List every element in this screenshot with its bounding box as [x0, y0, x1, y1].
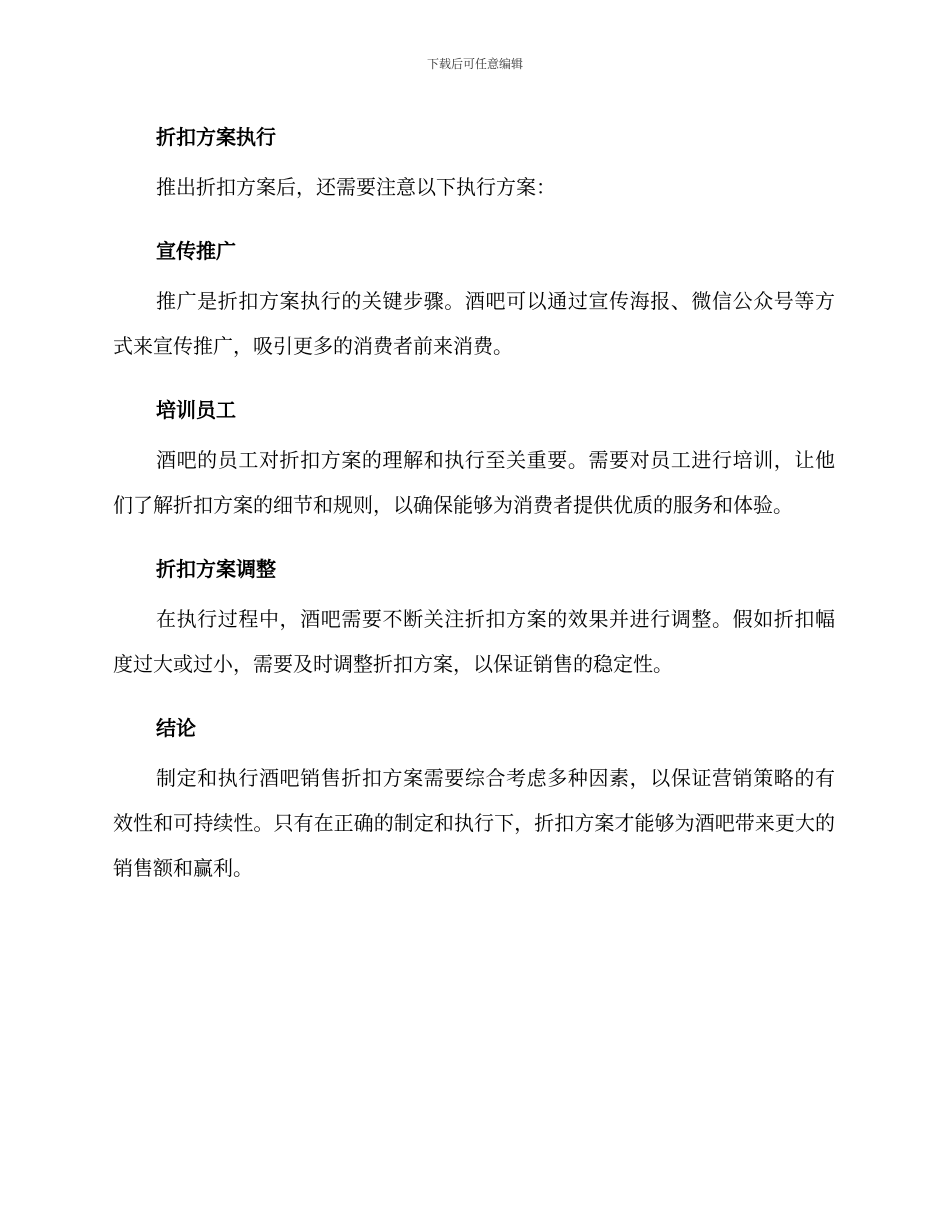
document-body	[113, 108, 835, 903]
section-promotion	[113, 222, 835, 381]
page-header: 下载后可任意编辑	[426, 57, 523, 71]
section-paragraph: 酒吧的员工对折扣方案的理解和执行至关重要。需要对员工进行培训，让他们了解折扣方案的细节和规则，以确保能够为消费者提供优质的服务和体验。	[113, 448, 835, 517]
section-heading: 折扣方案执行	[156, 124, 276, 149]
section-discount-adjustment	[113, 540, 835, 699]
section-staff-training	[113, 381, 835, 540]
section-heading: 折扣方案调整	[156, 556, 276, 581]
section-paragraph: 推出折扣方案后，还需要注意以下执行方案：	[156, 175, 556, 199]
section-paragraph: 在执行过程中，酒吧需要不断关注折扣方案的效果并进行调整。假如折扣幅度过大或过小，需要及时调整折扣方案，以保证销售的稳定性。	[113, 607, 835, 676]
section-heading: 结论	[156, 715, 196, 740]
section-discount-execution	[113, 108, 835, 222]
section-paragraph: 推广是折扣方案执行的关键步骤。酒吧可以通过宣传海报、微信公众号等方式来宣传推广，吸引更多的消费者前来消费。	[113, 289, 835, 358]
section-heading: 宣传推广	[156, 238, 236, 263]
section-heading: 培训员工	[156, 397, 236, 422]
section-conclusion	[113, 699, 835, 903]
section-paragraph: 制定和执行酒吧销售折扣方案需要综合考虑多种因素，以保证营销策略的有效性和可持续性。只有在正确的制定和执行下，折扣方案才能够为酒吧带来更大的销售额和赢利。	[113, 766, 835, 880]
